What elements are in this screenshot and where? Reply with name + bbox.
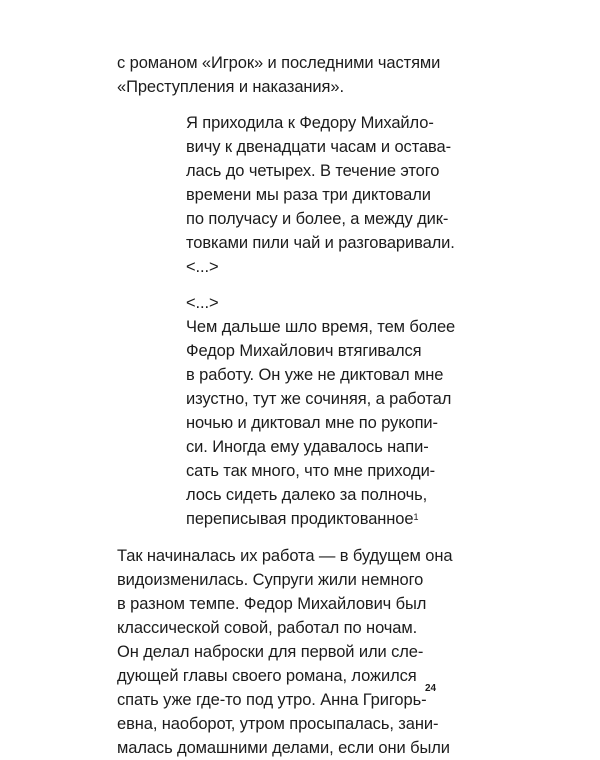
quote-line: по получасу и более, а между дик- — [186, 210, 449, 228]
quote-line: в работу. Он уже не диктовал мне — [186, 366, 444, 384]
text-line: с романом «Игрок» и последними частями — [117, 54, 441, 72]
text-line: Так начиналась их работа — в будущем она — [117, 547, 453, 565]
quote-line: лась до четырех. В течение этого — [186, 162, 440, 180]
text-line: евна, наоборот, утром просыпалась, зани- — [117, 715, 439, 733]
text-line: «Преступления и наказания». — [117, 78, 344, 96]
text-line: в разном темпе. Федор Михайлович был — [117, 595, 427, 613]
quote-line: Федор Михайлович втягивался — [186, 342, 422, 360]
quote-ellipsis: <...> — [186, 294, 219, 312]
quote-line: времени мы раза три диктовали — [186, 186, 431, 204]
quote-line: изустно, тут же сочиняя, а работал — [186, 390, 452, 408]
text-line: видоизменилась. Супруги жили немного — [117, 571, 424, 589]
text-line: дующей главы своего романа, ложился — [117, 667, 417, 685]
quote-line: переписывая продиктованное — [186, 510, 414, 528]
text-line: Он делал наброски для первой или сле- — [117, 643, 424, 661]
footnote-marker[interactable]: 1 — [413, 512, 419, 522]
quote-last-line — [186, 507, 418, 531]
quote-line: лось сидеть далеко за полночь, — [186, 486, 428, 504]
quote-ellipsis: <...> — [186, 258, 219, 276]
quote-line: товками пили чай и разговаривали. — [186, 234, 455, 252]
quote-line: ночью и диктовал мне по рукопи- — [186, 414, 438, 432]
quote-line: си. Иногда ему удавалось напи- — [186, 438, 429, 456]
quote-line: вичу к двенадцати часам и остава- — [186, 138, 451, 156]
quote-line: Чем дальше шло время, тем более — [186, 318, 456, 336]
text-line: малась домашними делами, если они были — [117, 739, 450, 757]
quote-line: Я приходила к Федору Михайло- — [186, 114, 434, 132]
page-number: 24 — [425, 683, 437, 694]
text-line: классической совой, работал по ночам. — [117, 619, 418, 637]
text-line: спать уже где-то под утро. Анна Григорь- — [117, 691, 427, 709]
quote-line: сать так много, что мне приходи- — [186, 462, 436, 480]
